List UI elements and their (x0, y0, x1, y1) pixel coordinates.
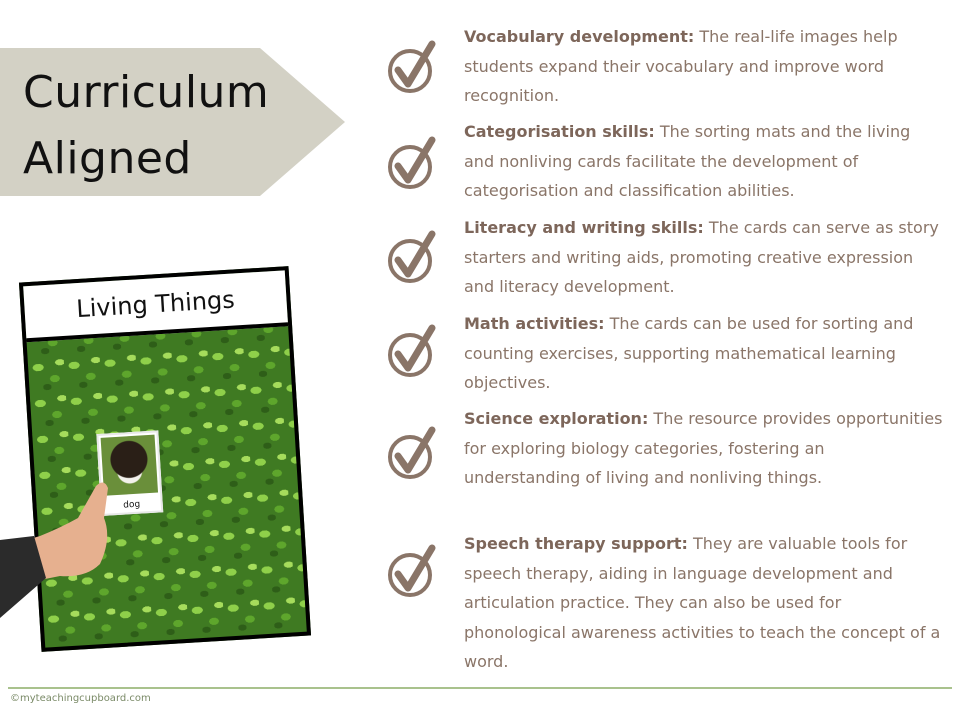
benefit-heading: Science exploration: (464, 409, 649, 428)
benefit-heading: Vocabulary development: (464, 27, 695, 46)
benefit-heading: Math activities: (464, 314, 605, 333)
benefit-item (464, 117, 944, 206)
benefit-text: The cards can be used for sorting and counting exercises, supporting mathematical learning objectives. (464, 314, 914, 392)
benefit-heading: Categorisation skills: (464, 122, 655, 141)
benefit-text: The sorting mats and the living and nonliving cards facilitate the development of categorisation and classification abilities. (464, 122, 911, 200)
benefit-heading: Literacy and writing skills: (464, 218, 704, 237)
check-icon (384, 324, 440, 380)
benefit-text: The real-life images help students expand their vocabulary and improve word recognition. (464, 27, 898, 105)
benefit-item (464, 309, 944, 398)
check-icon (384, 426, 440, 482)
benefit-text: The cards can serve as story starters and writing aids, promoting creative expression and literacy development. (464, 218, 939, 296)
title-line-2: Aligned (23, 133, 192, 184)
copyright-text: ©myteachingcupboard.com (10, 693, 151, 704)
pointing-hand-image (0, 478, 130, 618)
benefit-item (464, 22, 944, 111)
check-icon (384, 230, 440, 286)
benefit-text: The resource provides opportunities for exploring biology categories, fostering an understanding of living and nonliving things. (464, 409, 943, 487)
check-icon (384, 136, 440, 192)
sorting-mat-header: Living Things (23, 270, 288, 342)
benefit-item (464, 529, 944, 677)
benefit-item (464, 213, 944, 302)
benefit-item (464, 404, 944, 493)
photo-card-label: dog (122, 499, 141, 511)
check-icon (384, 544, 440, 600)
footer-divider (8, 687, 952, 689)
title-line-1: Curriculum (23, 67, 270, 118)
page-title (23, 60, 323, 192)
check-icon (384, 40, 440, 96)
benefit-text: They are valuable tools for speech therapy, aiding in language development and articulation practice. They can also be used for phonological awareness activities to teach the concept of a word. (464, 534, 941, 671)
benefit-heading: Speech therapy support: (464, 534, 688, 553)
